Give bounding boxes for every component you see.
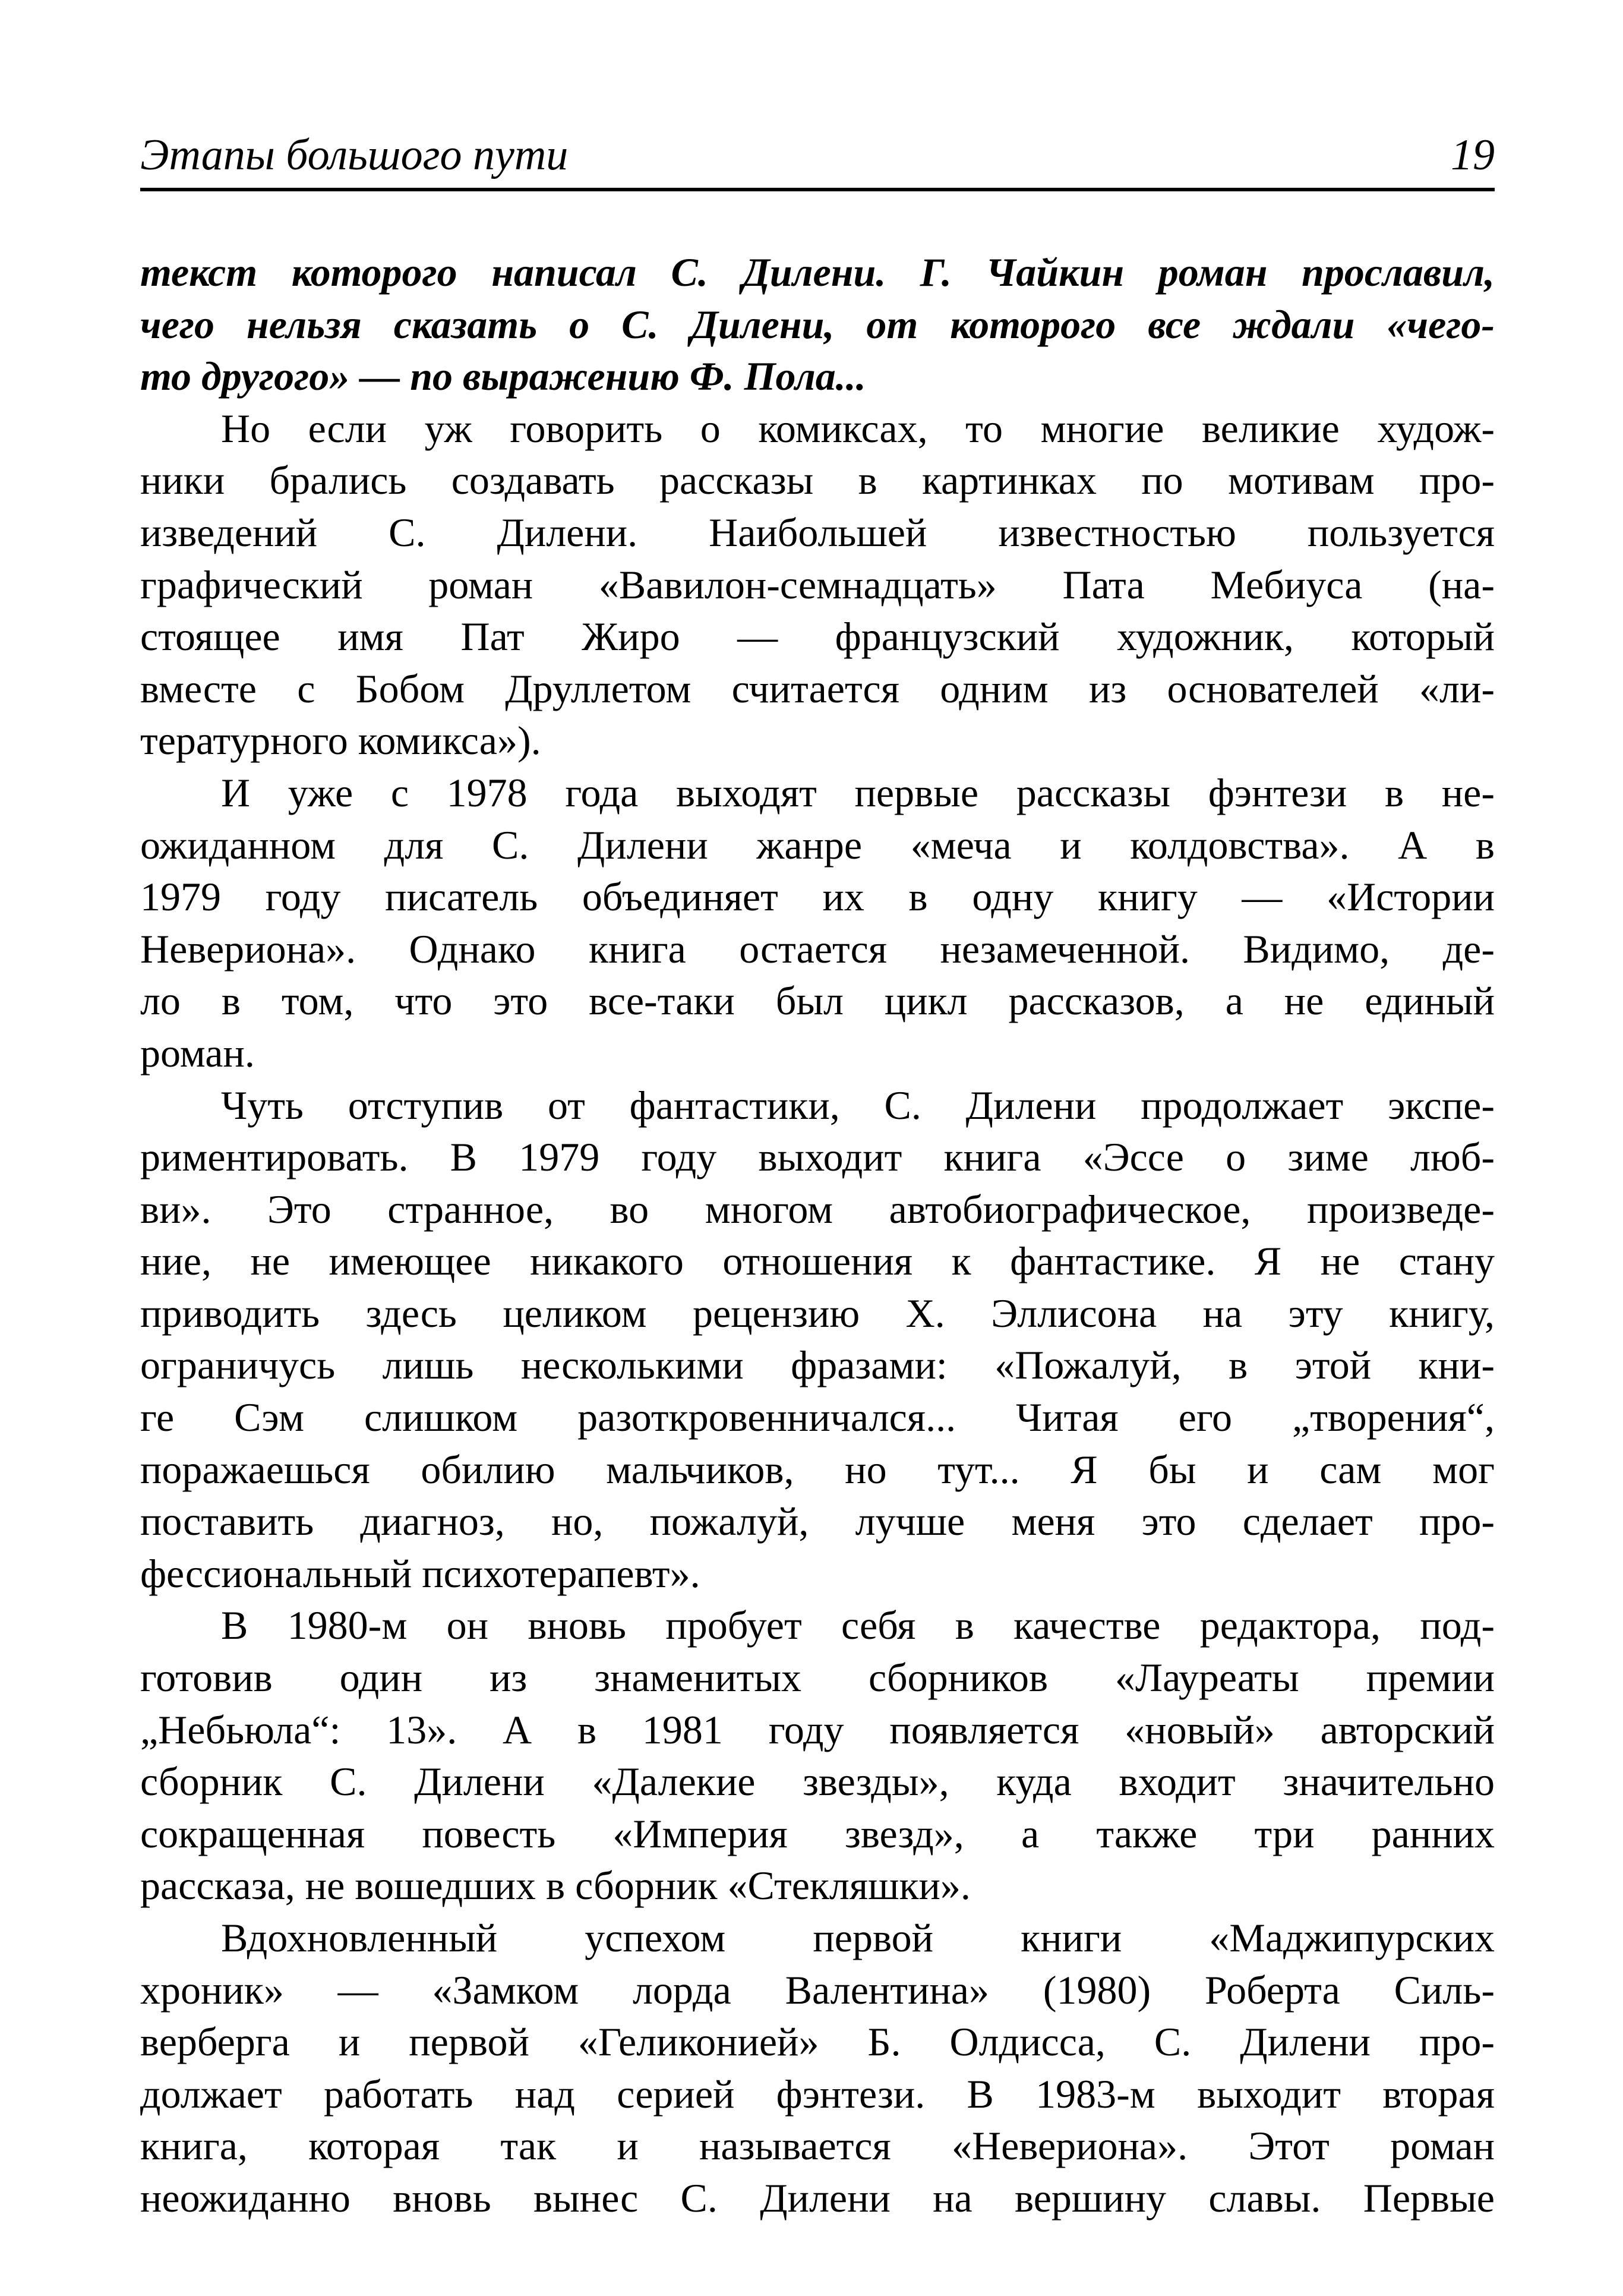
text-line: ники брались создавать рассказы в картинках по мотивам про-	[140, 458, 1495, 503]
page-number: 19	[1451, 131, 1495, 179]
text-line: должает работать над серией фэнтези. В 1983-м выходит вторая	[140, 2071, 1495, 2117]
text-line: рассказа, не вошедших в сборник «Стекляшки».	[140, 1863, 971, 1909]
text-line: сборник С. Дилени «Далекие звезды», куда входит значительно	[140, 1759, 1495, 1805]
text-line: то другого» — по выражению Ф. Пола...	[140, 354, 866, 399]
text-line: книга, которая так и называется «Невериона». Этот роман	[140, 2123, 1495, 2169]
text-line: неожиданно вновь вынес С. Дилени на вершину славы. Первые	[140, 2175, 1495, 2221]
text-line: готовив один из знаменитых сборников «Лауреаты премии	[140, 1655, 1495, 1701]
text-line: ограничусь лишь несколькими фразами: «Пожалуй, в этой кни-	[140, 1342, 1495, 1388]
text-line: хроник» — «Замком лорда Валентина» (1980) Роберта Силь-	[140, 1967, 1495, 2013]
text-line: поставить диагноз, но, пожалуй, лучше меня это сделает про-	[140, 1499, 1495, 1544]
text-line: Но если уж говорить о комиксах, то многие великие худож-	[221, 405, 1495, 451]
text-line: приводить здесь целиком рецензию Х. Эллисона на эту книгу,	[140, 1290, 1495, 1336]
text-line: риментировать. В 1979 году выходит книга «Эссе о зиме люб-	[140, 1134, 1495, 1180]
text-line: Вдохновленный успехом первой книги «Маджипурских	[221, 1915, 1495, 1960]
text-line: поражаешься обилию мальчиков, но тут... Я бы и сам мог	[140, 1446, 1495, 1492]
text-line: верберга и первой «Геликонией» Б. Олдисса, С. Дилени про-	[140, 2019, 1495, 2065]
text-line: ви». Это странное, во многом автобиографическое, произведе-	[140, 1186, 1495, 1232]
body-text	[140, 247, 1495, 2225]
text-line: сокращенная повесть «Империя звезд», а также три ранних	[140, 1811, 1495, 1856]
text-line: чего нельзя сказать о С. Дилени, от которого все ждали «чего-	[140, 301, 1495, 347]
text-line: ние, не имеющее никакого отношения к фантастике. Я не стану	[140, 1238, 1495, 1284]
text-line: вместе с Бобом Друллетом считается одним из основателей «ли-	[140, 666, 1495, 711]
text-line: 1979 году писатель объединяет их в одну книгу — «Истории	[140, 874, 1495, 920]
running-title: Этапы большого пути	[140, 131, 569, 179]
text-line: текст которого написал С. Дилени. Г. Чайкин роман прославил,	[140, 250, 1495, 295]
text-line: ожиданном для С. Дилени жанре «меча и колдовства». А в	[140, 822, 1495, 868]
text-line: „Небьюла“: 13». А в 1981 году появляется «новый» авторский	[140, 1707, 1495, 1752]
text-line: Чуть отступив от фантастики, С. Дилени продолжает экспе-	[221, 1082, 1495, 1128]
text-line: фессиональный психотерапевт».	[140, 1550, 700, 1596]
text-line: Невериона». Однако книга остается незамеченной. Видимо, де-	[140, 926, 1495, 972]
text-line: И уже с 1978 года выходят первые рассказы фэнтези в не-	[221, 769, 1495, 815]
text-line: стоящее имя Пат Жиро — французский художник, который	[140, 614, 1495, 660]
text-line: тературного комикса»).	[140, 718, 541, 764]
text-line: ге Сэм слишком разоткровенничался... Читая его „творения“,	[140, 1395, 1495, 1440]
page-header	[140, 116, 1495, 191]
text-line: графический роман «Вавилон-семнадцать» Пата Мебиуса (на-	[140, 562, 1495, 607]
text-line: В 1980-м он вновь пробует себя в качестве редактора, под-	[221, 1603, 1495, 1648]
text-line: ло в том, что это все-таки был цикл рассказов, а не единый	[140, 978, 1495, 1024]
text-line: роман.	[140, 1030, 255, 1076]
text-line: изведений С. Дилени. Наибольшей известностью пользуется	[140, 509, 1495, 555]
